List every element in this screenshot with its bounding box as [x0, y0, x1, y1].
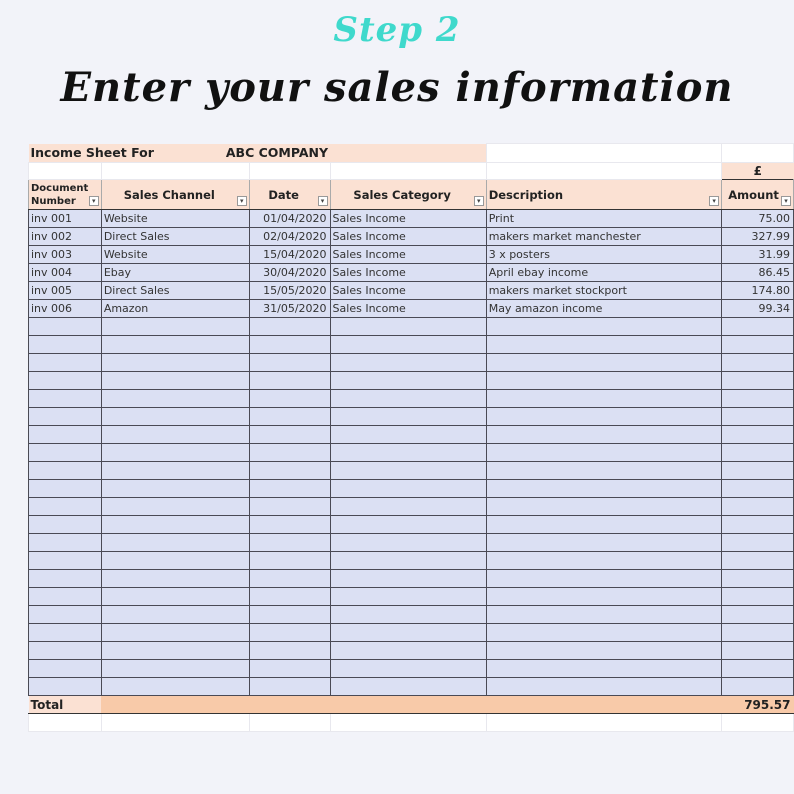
column-header-description [486, 180, 721, 210]
empty-table-row [29, 516, 794, 534]
description-cell[interactable] [486, 552, 721, 570]
filter-dropdown-icon[interactable]: ▾ [474, 196, 484, 206]
filter-dropdown-icon[interactable]: ▾ [709, 196, 719, 206]
document-number-cell[interactable] [29, 588, 102, 606]
sales-category-cell[interactable] [330, 354, 486, 372]
empty-table-row [29, 552, 794, 570]
date-cell[interactable] [249, 462, 330, 480]
title-fill [330, 144, 486, 163]
empty-table-row [29, 390, 794, 408]
empty-table-row [29, 588, 794, 606]
description-cell[interactable] [486, 480, 721, 498]
document-number-cell[interactable] [29, 354, 102, 372]
amount-cell[interactable] [722, 318, 794, 336]
description-cell[interactable] [486, 678, 721, 696]
empty-table-row [29, 318, 794, 336]
sales-category-cell[interactable] [330, 336, 486, 354]
document-number-cell[interactable]: inv 002 [29, 228, 102, 246]
amount-cell[interactable] [722, 678, 794, 696]
table-row [29, 210, 794, 228]
description-cell[interactable]: April ebay income [486, 264, 721, 282]
column-header-sales-channel [101, 180, 249, 210]
amount-cell[interactable]: 86.45 [722, 264, 794, 282]
date-cell[interactable] [249, 498, 330, 516]
description-cell[interactable] [486, 390, 721, 408]
sales-channel-cell[interactable] [101, 426, 249, 444]
step-label: Step 2 [333, 10, 461, 50]
empty-table-row [29, 534, 794, 552]
sales-channel-cell[interactable] [101, 606, 249, 624]
table-row [29, 228, 794, 246]
description-cell[interactable] [486, 570, 721, 588]
document-number-cell[interactable] [29, 570, 102, 588]
description-cell[interactable] [486, 318, 721, 336]
empty-table-row [29, 642, 794, 660]
description-cell[interactable] [486, 372, 721, 390]
sales-category-cell[interactable] [330, 480, 486, 498]
document-number-cell[interactable]: inv 006 [29, 300, 102, 318]
empty-table-row [29, 570, 794, 588]
blank-cell[interactable] [249, 714, 330, 732]
date-cell[interactable] [249, 624, 330, 642]
sales-channel-cell[interactable] [101, 408, 249, 426]
total-label: Total [29, 696, 102, 714]
sales-channel-cell[interactable] [101, 390, 249, 408]
date-cell[interactable]: 30/04/2020 [249, 264, 330, 282]
sales-category-cell[interactable] [330, 516, 486, 534]
sales-category-cell[interactable] [330, 678, 486, 696]
sales-channel-cell[interactable] [101, 678, 249, 696]
amount-cell[interactable]: 99.34 [722, 300, 794, 318]
sales-category-cell[interactable]: Sales Income [330, 210, 486, 228]
description-cell[interactable]: May amazon income [486, 300, 721, 318]
sales-channel-cell[interactable] [101, 462, 249, 480]
filter-dropdown-icon[interactable]: ▾ [318, 196, 328, 206]
blank-cell[interactable] [101, 163, 249, 180]
description-cell[interactable] [486, 336, 721, 354]
description-cell[interactable] [486, 354, 721, 372]
sales-category-cell[interactable]: Sales Income [330, 246, 486, 264]
sales-channel-cell[interactable]: Direct Sales [101, 228, 249, 246]
amount-cell[interactable] [722, 390, 794, 408]
empty-table-row [29, 372, 794, 390]
date-cell[interactable] [249, 534, 330, 552]
date-cell[interactable] [249, 678, 330, 696]
sales-category-cell[interactable]: Sales Income [330, 282, 486, 300]
empty-table-row [29, 408, 794, 426]
sales-category-cell[interactable] [330, 426, 486, 444]
sales-channel-cell[interactable] [101, 516, 249, 534]
amount-cell[interactable] [722, 570, 794, 588]
blank-cell[interactable] [101, 714, 249, 732]
header-label: Description [488, 187, 564, 202]
amount-cell[interactable] [722, 660, 794, 678]
amount-cell[interactable] [722, 336, 794, 354]
sales-channel-cell[interactable] [101, 624, 249, 642]
description-cell[interactable] [486, 642, 721, 660]
date-cell[interactable]: 15/05/2020 [249, 282, 330, 300]
date-cell[interactable] [249, 426, 330, 444]
sales-channel-cell[interactable] [101, 444, 249, 462]
column-header-sales-category [330, 180, 486, 210]
document-number-cell[interactable] [29, 606, 102, 624]
amount-cell[interactable] [722, 588, 794, 606]
amount-cell[interactable]: 31.99 [722, 246, 794, 264]
sales-channel-cell[interactable]: Amazon [101, 300, 249, 318]
document-number-cell[interactable] [29, 552, 102, 570]
column-header-document-number [29, 180, 102, 210]
amount-cell[interactable]: 75.00 [722, 210, 794, 228]
sales-category-cell[interactable] [330, 606, 486, 624]
date-cell[interactable] [249, 642, 330, 660]
amount-cell[interactable] [722, 354, 794, 372]
amount-cell[interactable] [722, 426, 794, 444]
empty-table-row [29, 336, 794, 354]
document-number-cell[interactable] [29, 390, 102, 408]
sales-category-cell[interactable]: Sales Income [330, 300, 486, 318]
page-headline: Enter your sales information [60, 64, 734, 111]
sales-channel-cell[interactable]: Website [101, 210, 249, 228]
sales-channel-cell[interactable] [101, 588, 249, 606]
date-cell[interactable] [249, 660, 330, 678]
sales-category-cell[interactable] [330, 624, 486, 642]
date-cell[interactable] [249, 408, 330, 426]
document-number-cell[interactable] [29, 480, 102, 498]
amount-cell[interactable]: 327.99 [722, 228, 794, 246]
empty-table-row [29, 678, 794, 696]
header-doc-line1: Document [31, 182, 89, 194]
description-cell[interactable] [486, 426, 721, 444]
empty-table-row [29, 354, 794, 372]
document-number-cell[interactable] [29, 678, 102, 696]
table-row [29, 246, 794, 264]
date-cell[interactable] [249, 606, 330, 624]
table-row [29, 300, 794, 318]
blank-cell[interactable] [486, 144, 721, 163]
document-number-cell[interactable] [29, 426, 102, 444]
document-number-cell[interactable] [29, 336, 102, 354]
title-label-text: Income Sheet For [30, 145, 154, 161]
document-number-cell[interactable] [29, 516, 102, 534]
amount-cell[interactable] [722, 606, 794, 624]
amount-cell[interactable] [722, 498, 794, 516]
document-number-cell[interactable] [29, 444, 102, 462]
sales-channel-cell[interactable] [101, 570, 249, 588]
sales-channel-cell[interactable] [101, 534, 249, 552]
sales-category-cell[interactable] [330, 390, 486, 408]
sales-category-cell[interactable] [330, 372, 486, 390]
sales-channel-cell[interactable] [101, 498, 249, 516]
document-number-cell[interactable]: inv 003 [29, 246, 102, 264]
sales-channel-cell[interactable] [101, 318, 249, 336]
description-cell[interactable] [486, 660, 721, 678]
amount-cell[interactable] [722, 624, 794, 642]
sales-category-cell[interactable] [330, 570, 486, 588]
empty-table-row [29, 426, 794, 444]
company-name-cell[interactable]: ABC COMPANY [225, 145, 329, 161]
date-cell[interactable] [249, 570, 330, 588]
document-number-cell[interactable] [29, 624, 102, 642]
sales-category-cell[interactable] [330, 588, 486, 606]
date-cell[interactable] [249, 318, 330, 336]
amount-cell[interactable] [722, 372, 794, 390]
date-cell[interactable] [249, 390, 330, 408]
sales-category-cell[interactable] [330, 660, 486, 678]
description-cell[interactable] [486, 498, 721, 516]
table-row [29, 264, 794, 282]
blank-cell[interactable] [486, 714, 721, 732]
document-number-cell[interactable] [29, 318, 102, 336]
sales-category-cell[interactable] [330, 552, 486, 570]
sales-category-cell[interactable] [330, 318, 486, 336]
document-number-cell[interactable] [29, 462, 102, 480]
header-label: Date [268, 187, 299, 202]
empty-table-row [29, 624, 794, 642]
sales-category-cell[interactable] [330, 534, 486, 552]
description-cell[interactable] [486, 534, 721, 552]
amount-cell[interactable] [722, 534, 794, 552]
description-cell[interactable]: makers market manchester [486, 228, 721, 246]
date-cell[interactable] [249, 480, 330, 498]
currency-symbol: £ [722, 163, 794, 180]
document-number-cell[interactable] [29, 498, 102, 516]
total-row [29, 696, 794, 714]
description-cell[interactable]: Print [486, 210, 721, 228]
sales-category-cell[interactable] [330, 444, 486, 462]
total-fill [101, 696, 721, 714]
date-cell[interactable] [249, 336, 330, 354]
blank-cell[interactable] [722, 714, 794, 732]
amount-cell[interactable] [722, 552, 794, 570]
sales-channel-cell[interactable]: Ebay [101, 264, 249, 282]
sales-category-cell[interactable]: Sales Income [330, 264, 486, 282]
amount-cell[interactable] [722, 516, 794, 534]
sales-channel-cell[interactable] [101, 552, 249, 570]
description-cell[interactable] [486, 624, 721, 642]
date-cell[interactable] [249, 552, 330, 570]
sales-category-cell[interactable]: Sales Income [330, 228, 486, 246]
column-header-amount [722, 180, 794, 210]
amount-cell[interactable]: 174.80 [722, 282, 794, 300]
sheet-title-label [29, 144, 331, 163]
total-value: 795.57 [722, 696, 794, 714]
empty-table-row [29, 606, 794, 624]
empty-table-row [29, 480, 794, 498]
date-cell[interactable] [249, 372, 330, 390]
document-number-cell[interactable] [29, 660, 102, 678]
footer-blank-row [29, 714, 794, 732]
sales-channel-cell[interactable] [101, 642, 249, 660]
sales-channel-cell[interactable]: Direct Sales [101, 282, 249, 300]
sales-channel-cell[interactable] [101, 480, 249, 498]
date-cell[interactable] [249, 354, 330, 372]
document-number-cell[interactable]: inv 004 [29, 264, 102, 282]
empty-table-row [29, 444, 794, 462]
blank-cell[interactable] [722, 144, 794, 163]
filter-dropdown-icon[interactable]: ▾ [89, 196, 99, 206]
filter-dropdown-icon[interactable]: ▾ [781, 196, 791, 206]
date-cell[interactable] [249, 516, 330, 534]
date-cell[interactable]: 02/04/2020 [249, 228, 330, 246]
sales-channel-cell[interactable] [101, 660, 249, 678]
amount-cell[interactable] [722, 408, 794, 426]
description-cell[interactable]: 3 x posters [486, 246, 721, 264]
sales-category-cell[interactable] [330, 642, 486, 660]
sales-channel-cell[interactable] [101, 372, 249, 390]
amount-cell[interactable] [722, 480, 794, 498]
blank-cell[interactable] [330, 714, 486, 732]
description-cell[interactable]: makers market stockport [486, 282, 721, 300]
blank-cell[interactable] [486, 163, 721, 180]
date-cell[interactable]: 15/04/2020 [249, 246, 330, 264]
document-number-cell[interactable]: inv 005 [29, 282, 102, 300]
empty-table-row [29, 498, 794, 516]
blank-cell[interactable] [29, 163, 102, 180]
sales-category-cell[interactable] [330, 462, 486, 480]
document-number-cell[interactable] [29, 372, 102, 390]
description-cell[interactable] [486, 444, 721, 462]
document-number-cell[interactable] [29, 408, 102, 426]
header-label: Amount [728, 187, 779, 202]
header-doc-line2: Number [31, 195, 76, 207]
document-number-cell[interactable]: inv 001 [29, 210, 102, 228]
description-cell[interactable] [486, 606, 721, 624]
header-row [29, 180, 794, 210]
description-cell[interactable] [486, 408, 721, 426]
sales-channel-cell[interactable] [101, 354, 249, 372]
header-label: Sales Channel [123, 187, 215, 202]
column-header-date [249, 180, 330, 210]
blank-cell[interactable] [249, 163, 330, 180]
blank-cell[interactable] [330, 163, 486, 180]
sales-category-cell[interactable] [330, 498, 486, 516]
header-label: Sales Category [353, 187, 451, 202]
empty-table-row [29, 660, 794, 678]
filter-dropdown-icon[interactable]: ▾ [237, 196, 247, 206]
sales-category-cell[interactable] [330, 408, 486, 426]
date-cell[interactable] [249, 444, 330, 462]
table-row [29, 282, 794, 300]
sales-channel-cell[interactable]: Website [101, 246, 249, 264]
description-cell[interactable] [486, 588, 721, 606]
sales-channel-cell[interactable] [101, 336, 249, 354]
empty-table-row [29, 462, 794, 480]
amount-cell[interactable] [722, 444, 794, 462]
income-sheet [28, 143, 794, 732]
amount-cell[interactable] [722, 642, 794, 660]
date-cell[interactable]: 01/04/2020 [249, 210, 330, 228]
blank-cell[interactable] [29, 714, 102, 732]
date-cell[interactable]: 31/05/2020 [249, 300, 330, 318]
document-number-cell[interactable] [29, 534, 102, 552]
description-cell[interactable] [486, 462, 721, 480]
amount-cell[interactable] [722, 462, 794, 480]
date-cell[interactable] [249, 588, 330, 606]
document-number-cell[interactable] [29, 642, 102, 660]
description-cell[interactable] [486, 516, 721, 534]
